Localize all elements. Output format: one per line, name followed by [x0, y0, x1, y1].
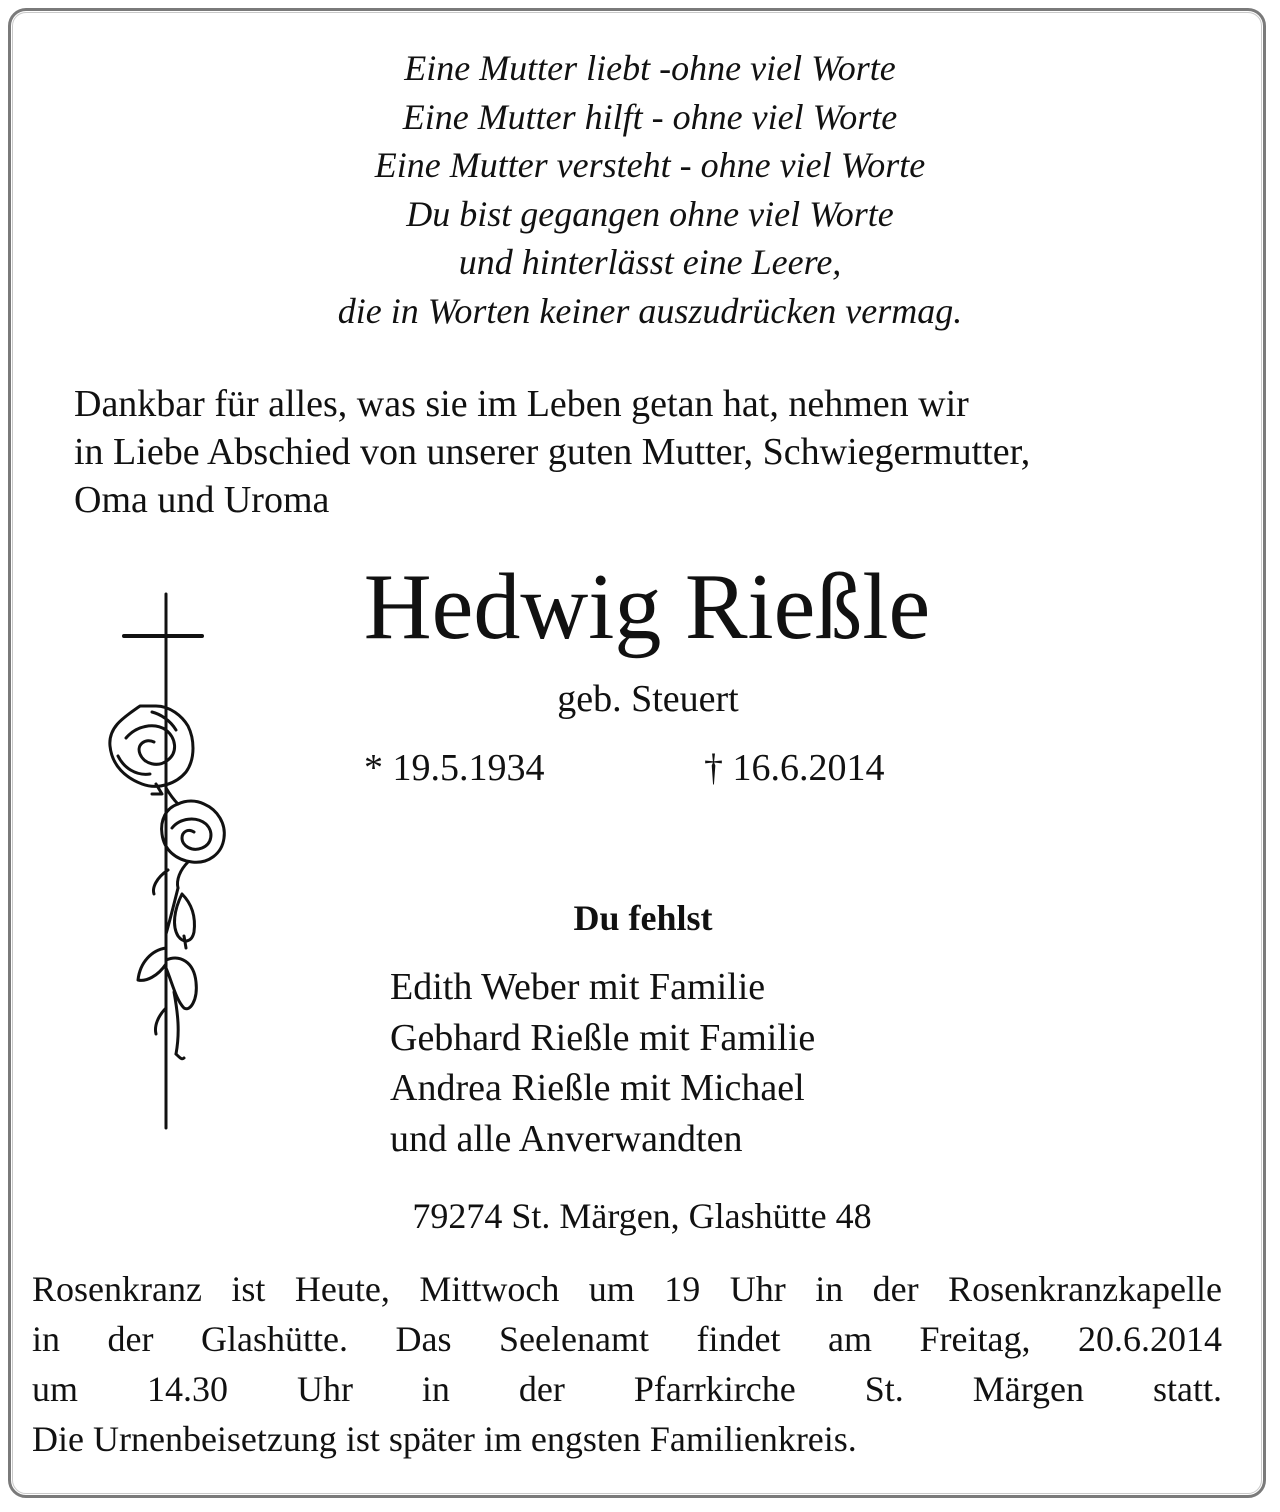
- mourners-list: [390, 962, 815, 1164]
- address: 79274 St. Märgen, Glashütte 48: [412, 1196, 872, 1236]
- mourner-line: und alle Anverwandten: [390, 1117, 743, 1160]
- maiden-name: geb. Steuert: [557, 678, 739, 720]
- intro-line: Oma und Uroma: [74, 479, 330, 521]
- poem-line: und hinterlässt eine Leere,: [458, 242, 842, 282]
- notice-line: um 14.30 Uhr in der Pfarrkirche St. Märgen statt.: [32, 1369, 1222, 1409]
- poem-line: die in Worten keiner auszudrücken vermag.: [337, 290, 963, 331]
- notice-line: Rosenkranz ist Heute, Mittwoch um 19 Uhr in der Rosenkranzkapelle: [32, 1269, 1222, 1309]
- mourner-line: Andrea Rießle mit Michael: [390, 1067, 805, 1109]
- poem-line: Du bist gegangen ohne viel Worte: [406, 193, 894, 234]
- poem-line: Eine Mutter liebt -ohne viel Worte: [404, 48, 896, 88]
- mourner-line: Edith Weber mit Familie: [390, 966, 766, 1008]
- intro-line: in Liebe Abschied von unserer guten Mutter, Schwiegermutter,: [74, 431, 1031, 473]
- poem-line: Eine Mutter hilft - ohne viel Worte: [402, 96, 898, 137]
- service-notice: [32, 1264, 1222, 1464]
- notice-line: in der Glashütte. Das Seelenamt findet am Freitag, 20.6.2014: [32, 1319, 1222, 1359]
- poem-line: Eine Mutter versteht - ohne viel Worte: [374, 145, 926, 185]
- mourner-line: Gebhard Rießle mit Familie: [390, 1016, 816, 1059]
- cross-with-roses-icon: [96, 588, 236, 1134]
- notice-line: Die Urnenbeisetzung ist später im engsten Familienkreis.: [32, 1419, 857, 1459]
- intro-text: [74, 380, 1030, 524]
- death-date: † 16.6.2014: [704, 747, 885, 789]
- birth-date: * 19.5.1934: [364, 747, 545, 789]
- closing-phrase: Du fehlst: [573, 898, 713, 938]
- poem: [0, 44, 1280, 335]
- intro-line: Dankbar für alles, was sie im Leben getan hat, nehmen wir: [74, 383, 969, 425]
- deceased-name: Hedwig Rießle: [363, 555, 931, 659]
